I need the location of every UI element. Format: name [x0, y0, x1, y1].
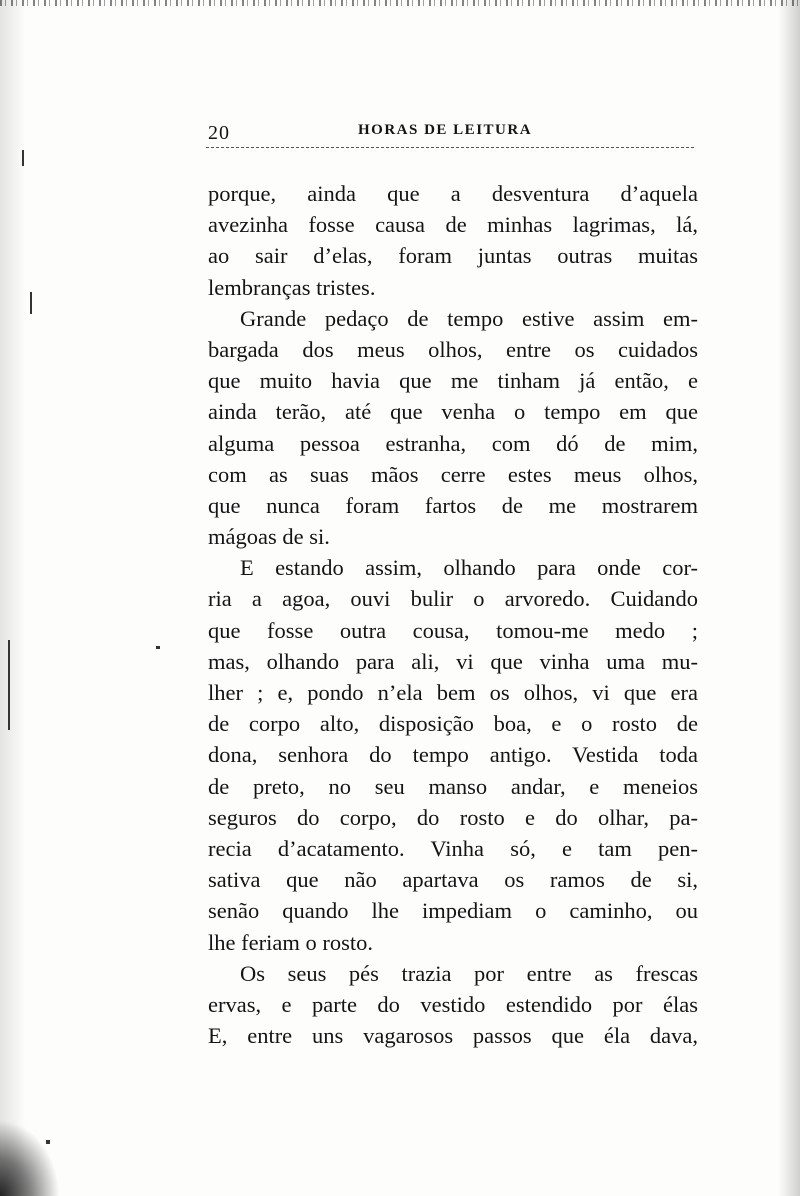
text-line: lhe feriam o rosto. [208, 929, 373, 955]
header-rule [206, 147, 694, 148]
text-line: ervas, e parte do vestido estendido por élas [208, 991, 698, 1017]
text-line: bargada dos meus olhos, entre os cuidados [208, 336, 698, 362]
text-line: Grande pedaço de tempo estive assim em- [240, 305, 698, 331]
text-line: lembranças tristes. [208, 274, 376, 300]
text-line: E estando assim, olhando para onde cor- [240, 555, 698, 581]
scan-speck [156, 646, 160, 649]
text-line: Os seus pés trazia por entre as frescas [240, 960, 698, 986]
text-line: seguros do corpo, do rosto e do olhar, pa- [208, 804, 698, 830]
page-number: 20 [208, 122, 230, 144]
text-line: de preto, no seu manso andar, e meneios [208, 773, 698, 799]
text-line: mágoas de si. [208, 524, 330, 550]
scan-speck [30, 292, 32, 314]
text-line: mas, olhando para ali, vi que vinha uma mu- [208, 648, 698, 674]
text-line: porque, ainda que a desventura d’aquela [208, 181, 698, 206]
running-head: HORAS DE LEITURA [358, 122, 533, 138]
text-line: que fosse outra cousa, tomou-me medo ; [208, 617, 698, 643]
scan-corner-shadow [0, 1120, 60, 1196]
text-line: alguma pessoa estranha, com dó de mim, [208, 430, 698, 456]
text-line: dona, senhora do tempo antigo. Vestida toda [208, 742, 698, 768]
page-header [206, 118, 696, 148]
text-line: senão quando lhe impediam o caminho, ou [208, 898, 698, 924]
scan-edge-top [0, 0, 800, 6]
text-line: lher ; e, pondo n’ela bem os olhos, vi que era [208, 680, 698, 705]
scan-speck [22, 150, 24, 166]
text-line: sativa que não apartava os ramos de si, [208, 867, 698, 893]
text-line: ria a agoa, ouvi bulir o arvoredo. Cuidando [208, 586, 698, 612]
text-line: ao sair d’elas, foram juntas outras muitas [208, 243, 698, 269]
scan-speck [46, 1140, 50, 1144]
scan-speck [8, 640, 10, 730]
text-line: que nunca foram fartos de me mostrarem [208, 492, 698, 518]
text-line: de corpo alto, disposição boa, e o rosto de [208, 711, 698, 737]
scan-edge-right [778, 0, 800, 1196]
body-text [208, 178, 698, 1051]
text-line: que muito havia que me tinham já então, e [208, 368, 698, 394]
text-line: avezinha fosse causa de minhas lagrimas, lá, [208, 212, 698, 238]
text-line: recia d’acatamento. Vinha só, e tam pen- [208, 835, 698, 861]
text-line: E, entre uns vagarosos passos que éla dava, [208, 1023, 698, 1049]
scan-edge-left [0, 0, 26, 1196]
text-line: com as suas mãos cerre estes meus olhos, [208, 461, 698, 487]
text-line: ainda terão, até que venha o tempo em que [208, 399, 698, 425]
